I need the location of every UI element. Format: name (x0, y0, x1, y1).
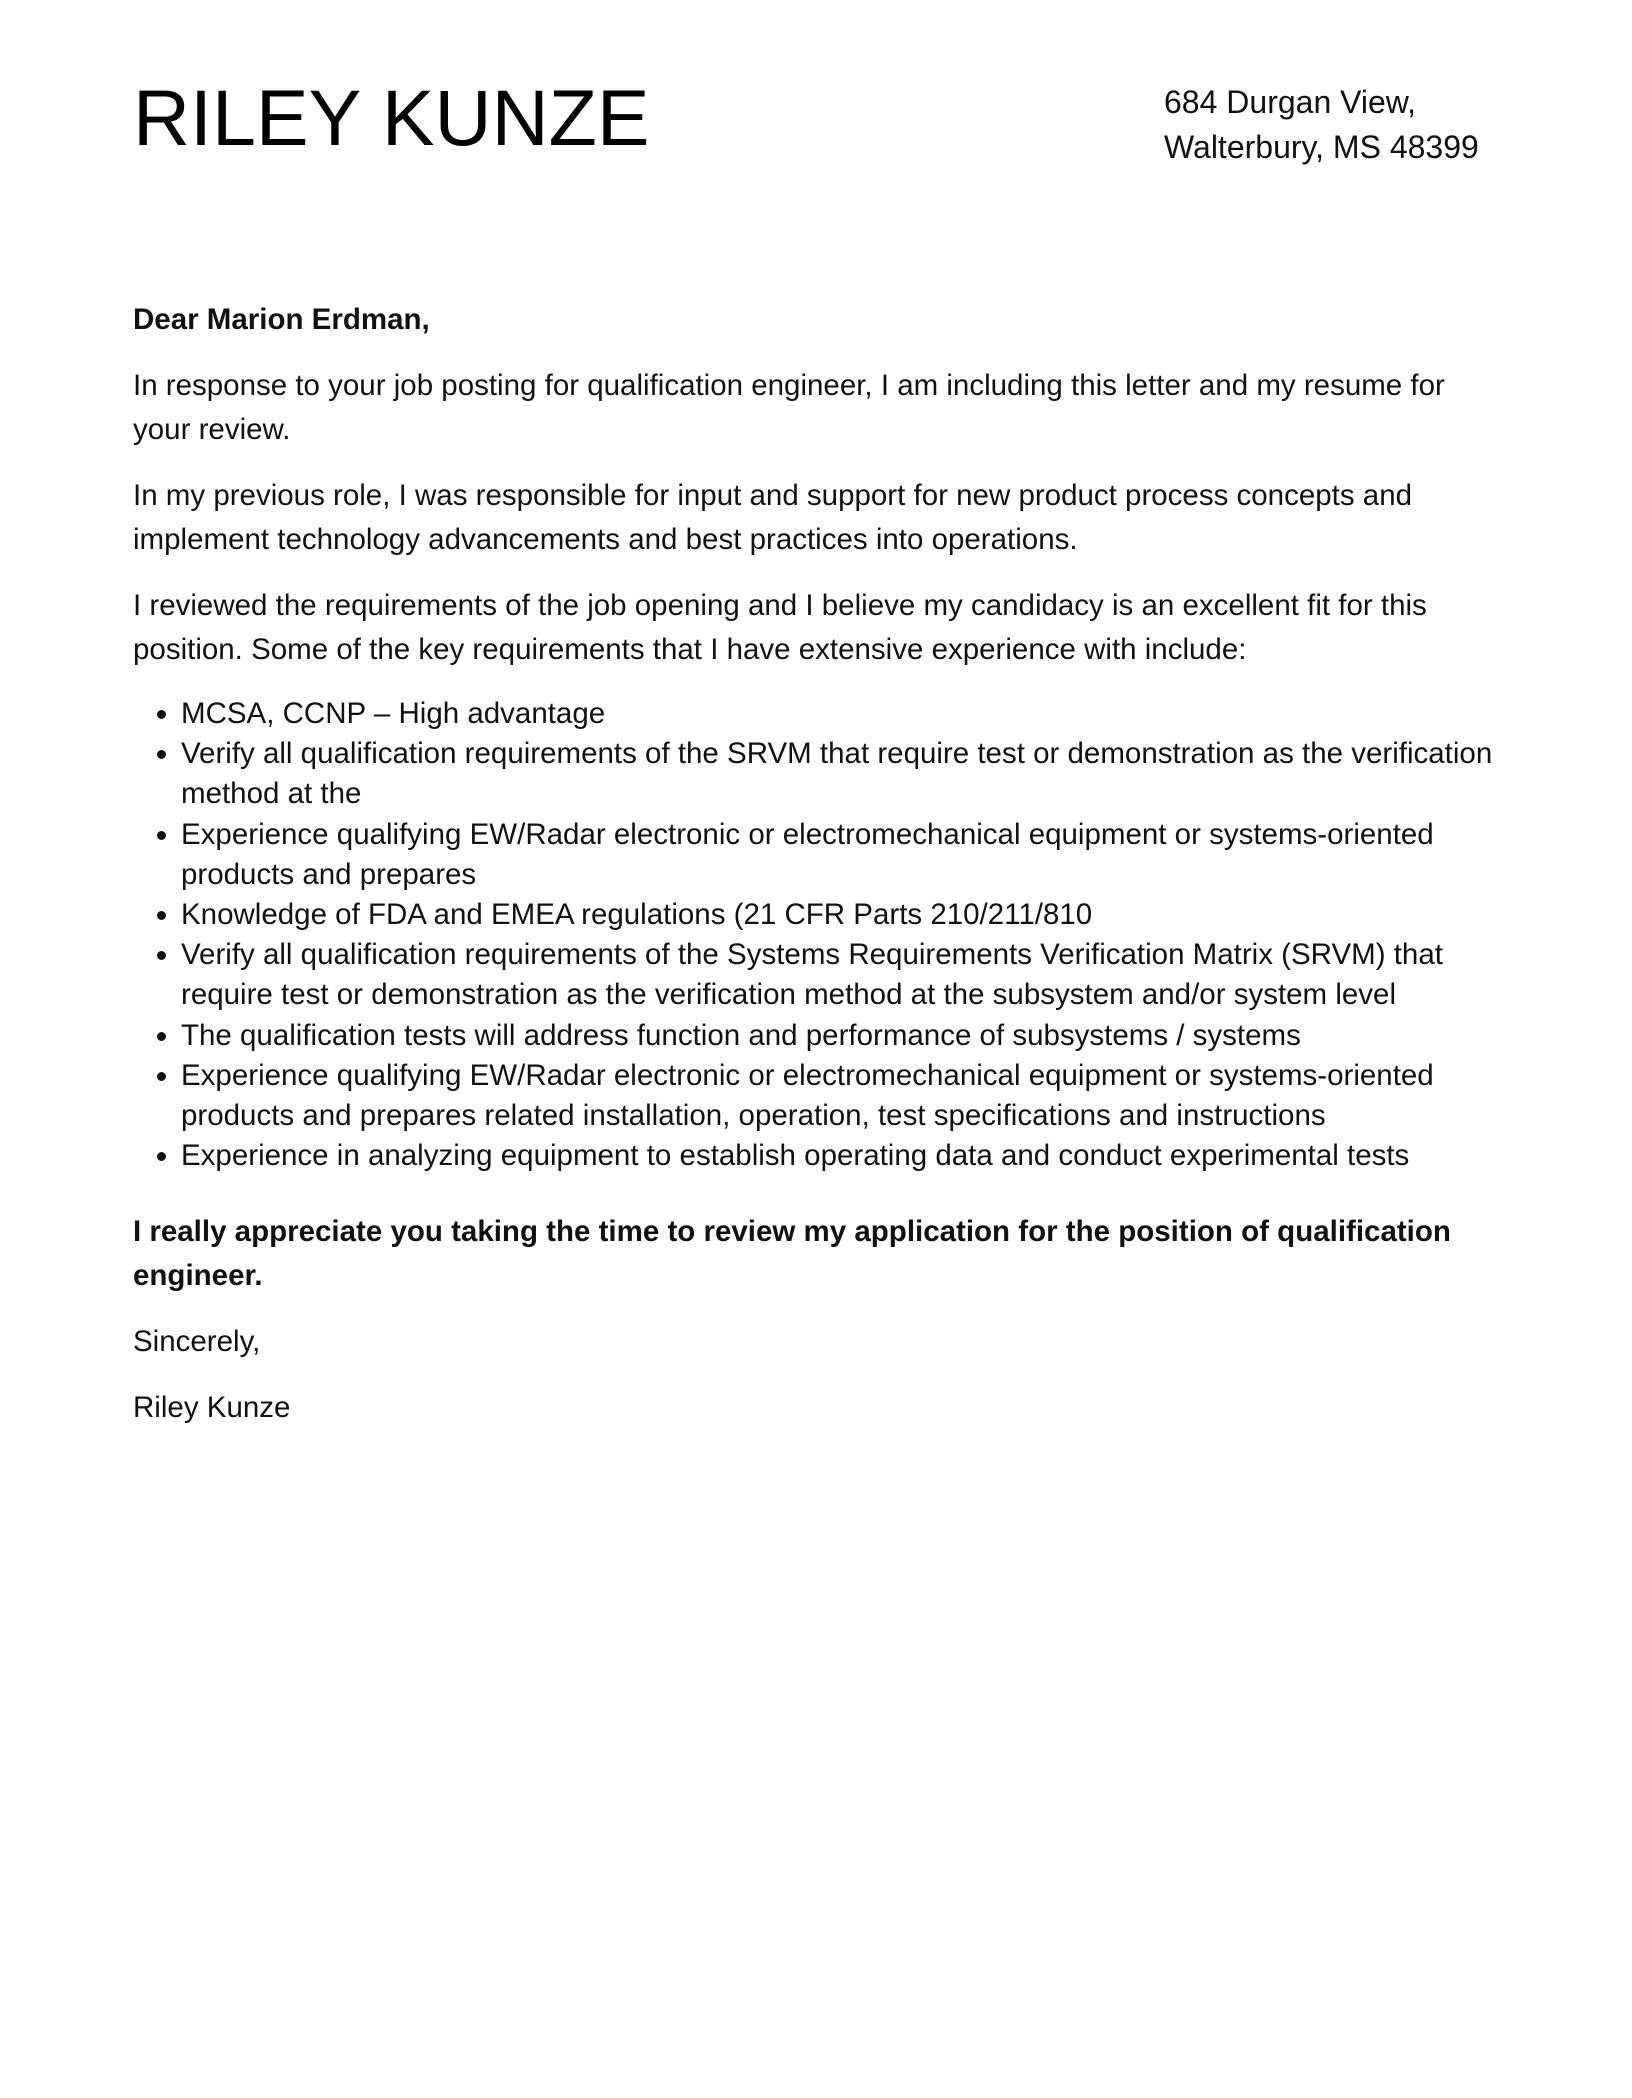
signature-name: Riley Kunze (133, 1391, 291, 1425)
list-item: • MCSA, CCNP – High advantage (181, 694, 1503, 734)
greeting: Dear Marion Erdman, (133, 303, 430, 336)
list-item: • Verify all qualification requirements of the SRVM that require test or demonstration as the verification method at the (181, 734, 1503, 814)
address-line-1: 684 Durgan View, (1164, 84, 1417, 120)
applicant-name: RILEY KUNZE (133, 73, 650, 162)
letter-body (133, 298, 1503, 1452)
requirements-paragraph: I reviewed the requirements of the job opening and I believe my candidacy is an excellent fit for this position. Some of the key requirements that I have extensive experience with include: (133, 589, 1427, 666)
applicant-address (1164, 80, 1479, 170)
experience-paragraph: In my previous role, I was responsible for input and support for new product process concepts and implement technology advancements and best practices into operations. (133, 479, 1413, 556)
list-item: • Experience in analyzing equipment to establish operating data and conduct experimental tests (181, 1136, 1503, 1176)
signoff: Sincerely, (133, 1325, 261, 1359)
requirements-list (133, 694, 1503, 1176)
list-item: • Experience qualifying EW/Radar electronic or electromechanical equipment or systems-oriented products and prepares related installation, operation, test specifications and instructions (181, 1056, 1503, 1136)
list-item: • Verify all qualification requirements of the Systems Requirements Verification Matrix (SRVM) that require test or demonstration as the verification method at the subsystem and/or system level (181, 935, 1503, 1015)
closing-paragraph: I really appreciate you taking the time to review my application for the position of qualification engineer. (133, 1215, 1451, 1293)
intro-paragraph: In response to your job posting for qualification engineer, I am including this letter and my resume for your review. (133, 369, 1445, 446)
address-line-2: Walterbury, MS 48399 (1164, 129, 1479, 165)
list-item: • The qualification tests will address function and performance of subsystems / systems (181, 1016, 1503, 1056)
list-item: • Experience qualifying EW/Radar electronic or electromechanical equipment or systems-oriented products and prepares (181, 815, 1503, 895)
list-item: • Knowledge of FDA and EMEA regulations (21 CFR Parts 210/211/810 (181, 895, 1503, 935)
